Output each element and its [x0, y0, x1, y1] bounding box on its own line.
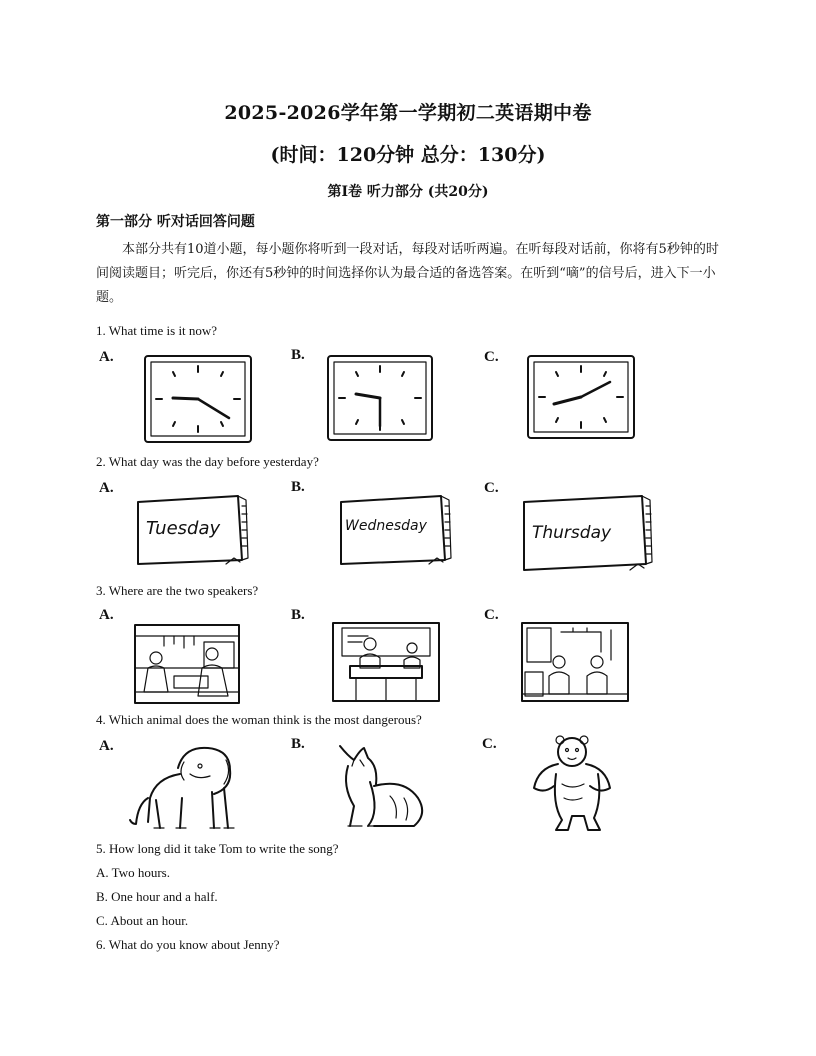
option-letter-a: A.	[99, 349, 114, 365]
question-text: Where are the two speakers?	[108, 583, 259, 598]
option-text: About an hour.	[110, 913, 189, 928]
question-text: What day was the day before yesterday?	[108, 454, 319, 469]
calendar-day-label: Thursday	[532, 523, 612, 543]
question-number: 3.	[96, 583, 106, 598]
option-letter-b: B.	[291, 607, 305, 623]
question-5	[96, 841, 339, 857]
option-letter-a: A.	[99, 480, 114, 496]
clock-icon	[143, 354, 253, 444]
question-number: 2.	[96, 454, 106, 469]
option-text: One hour and a half.	[111, 889, 218, 904]
question-text: Which animal does the woman think is the most dangerous?	[108, 712, 422, 727]
lion-icon	[132, 744, 242, 832]
option-letter: A.	[96, 865, 109, 880]
answer-option-b[interactable]	[96, 889, 218, 905]
option-letter-c: C.	[484, 607, 499, 623]
option-letter-b: B.	[291, 347, 305, 363]
question-4	[96, 712, 422, 728]
question-6	[96, 937, 280, 953]
bear-icon	[528, 734, 618, 834]
question-text: What do you know about Jenny?	[108, 937, 280, 952]
option-letter-b: B.	[291, 736, 305, 752]
exam-subtitle: (时间：120分钟 总分：130分)	[270, 144, 546, 166]
option-letter-c: C.	[482, 736, 497, 752]
option-letter-c: C.	[484, 349, 499, 365]
kitchen-scene-icon	[134, 624, 240, 704]
question-3	[96, 583, 258, 599]
question-number: 6.	[96, 937, 106, 952]
option-letter: B.	[96, 889, 108, 904]
question-number: 1.	[96, 323, 106, 338]
paper-section-title: 第I卷 听力部分 (共20分)	[327, 184, 489, 200]
option-letter: C.	[96, 913, 108, 928]
part-heading: 第一部分 听对话回答问题	[96, 214, 255, 230]
option-letter-c: C.	[484, 480, 499, 496]
question-2	[96, 454, 319, 470]
question-number: 4.	[96, 712, 106, 727]
answer-option-a[interactable]	[96, 865, 170, 881]
instructions-paragraph: 本部分共有10道小题，每小题你将听到一段对话，每段对话听两遍。在听每段对话前，你将有5秒钟的时间阅读题目；听完后，你还有5秒钟的时间选择你认为最合适的备选答案。在听到“嘀”的信号后，进入下一小题。	[96, 242, 719, 305]
calendar-day-label: Tuesday	[146, 518, 221, 539]
clock-icon	[326, 354, 434, 442]
option-text: Two hours.	[111, 865, 170, 880]
calendar-icon	[333, 492, 453, 572]
option-letter-a: A.	[99, 738, 114, 754]
calendar-icon	[130, 492, 250, 572]
factory-scene-icon	[521, 622, 629, 702]
question-text: What time is it now?	[108, 323, 218, 338]
clock-icon	[526, 354, 636, 440]
exam-title: 2025-2026学年第一学期初二英语期中卷	[224, 102, 592, 124]
question-number: 5.	[96, 841, 106, 856]
calendar-icon	[518, 492, 654, 576]
classroom-scene-icon	[332, 622, 440, 702]
wolf-icon	[330, 742, 430, 830]
answer-option-c[interactable]	[96, 913, 188, 929]
option-letter-a: A.	[99, 607, 114, 623]
option-letter-b: B.	[291, 479, 305, 495]
calendar-day-label: Wednesday	[345, 518, 427, 534]
question-text: How long did it take Tom to write the song?	[109, 841, 339, 856]
question-1	[96, 323, 217, 339]
